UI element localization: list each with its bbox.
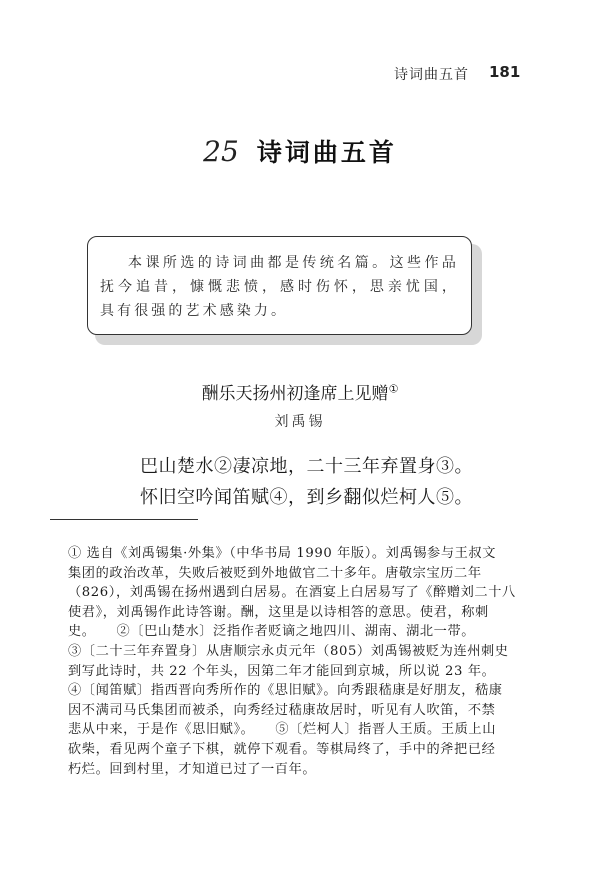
footnote-line: 使君》，刘禹锡作此诗答谢。酬，这里是以诗相答的意思。使君，称刺 — [68, 604, 489, 620]
poem-body — [140, 451, 480, 513]
footnote-line: ③〔二十三年弃置身〕从唐顺宗永贞元年（805）刘禹锡被贬为连州刺史 — [68, 643, 509, 659]
intro-text: 本课所选的诗词曲都是传统名篇。这些作品抚今追昔，慷慨悲愤，感时伤怀，思亲忧国，具有很强的艺术感染力。 — [100, 255, 459, 319]
poem-line: 巴山楚水②凄凉地，二十三年弃置身③。 — [140, 456, 473, 477]
lesson-number: 25 — [203, 134, 239, 168]
footnote-separator — [50, 519, 198, 520]
page-number: 181 — [489, 63, 521, 81]
poem-title-text: 酬乐天扬州初逢席上见赠 — [201, 384, 389, 404]
footnote-line: （826），刘禹锡在扬州遇到白居易。在酒宴上白居易写了《醉赠刘二十八 — [68, 585, 516, 601]
footnote-line: ④〔闻笛赋〕指西晋向秀所作的《思旧赋》。向秀跟嵇康是好朋友，嵇康 — [68, 683, 503, 699]
running-head-title: 诗词曲五首 — [394, 67, 469, 83]
lesson-name: 诗词曲五首 — [256, 138, 397, 167]
poem-line: 怀旧空吟闻笛赋④，到乡翻似烂柯人⑤。 — [140, 487, 473, 508]
poem-author: 刘禹锡 — [274, 414, 326, 430]
footnote-line: 史。 ②〔巴山楚水〕泛指作者贬谪之地四川、湖南、湖北一带。 — [68, 624, 476, 640]
footnote-line: ① 选自《刘禹锡集·外集》（中华书局 1990 年版）。刘禹锡参与王叔文 — [68, 546, 496, 561]
footnote-line: 砍柴，看见两个童子下棋，就停下观看。等棋局终了，手中的斧把已经 — [68, 741, 496, 757]
footnote-line: 朽烂。回到村里，才知道已过了一百年。 — [68, 761, 317, 777]
footnote-line: 集团的政治改革，失败后被贬到外地做官二十多年。唐敬宗宝历二年 — [68, 565, 482, 581]
footnote-line: 到写此诗时，共 22 个年头，因第二年才能回到京城，所以说 23 年。 — [68, 663, 496, 679]
lesson-title — [0, 133, 600, 173]
running-head — [0, 64, 600, 84]
footnote-line: 因不满司马氏集团而被杀，向秀经过嵇康故居时，听见有人吹笛，不禁 — [68, 702, 496, 718]
intro-box — [87, 236, 472, 335]
poem-title — [0, 379, 600, 404]
footnote-line: 悲从中来，于是作《思旧赋》。 ⑤〔烂柯人〕指晋人王质。王质上山 — [68, 722, 496, 738]
footnote-mark-1[interactable]: ① — [388, 382, 399, 396]
footnotes — [68, 544, 536, 779]
